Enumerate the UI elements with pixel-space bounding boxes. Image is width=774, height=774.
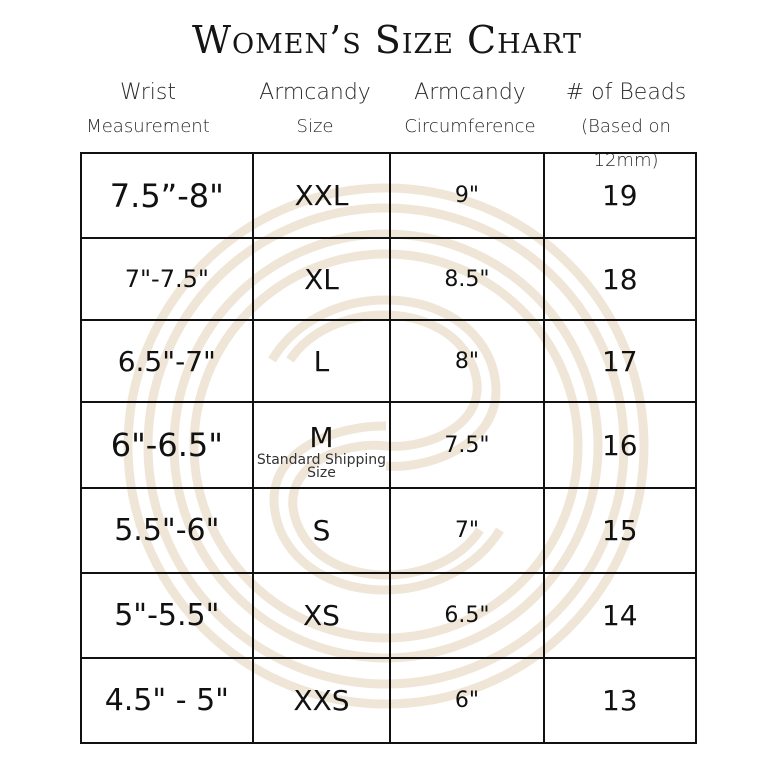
beads-cell: [544, 573, 696, 658]
size-value: S: [312, 514, 331, 547]
size-value: XXL: [294, 179, 349, 212]
beads-value: 18: [601, 262, 638, 296]
wrist-cell: [81, 658, 253, 743]
circumference-value: 7": [454, 518, 479, 543]
wrist-cell: [81, 153, 253, 238]
table-row: [81, 658, 696, 743]
size-value: L: [313, 344, 330, 378]
standard-shipping-note: Standard Shipping Size: [256, 451, 387, 481]
circumference-value: 7.5": [444, 432, 490, 458]
size-value: XS: [302, 599, 340, 632]
size-value: XL: [304, 262, 339, 296]
wrist-value: 5"-5.5": [114, 598, 220, 633]
beads-value: 16: [601, 428, 638, 462]
circumference-value: 6": [454, 688, 479, 713]
header-wrist-line2: Measurement: [86, 116, 210, 137]
circumference-cell: [390, 153, 543, 238]
wrist-value: 4.5" - 5": [104, 683, 229, 718]
size-cell: [253, 658, 391, 743]
beads-cell: [544, 320, 696, 402]
circumference-cell: [390, 573, 543, 658]
circumference-value: 6.5": [444, 603, 490, 628]
wrist-value: 6.5"-7": [117, 344, 216, 378]
wrist-cell: [81, 573, 253, 658]
circumference-value: 9": [454, 183, 479, 208]
table-row: [81, 320, 696, 402]
table-row: [81, 488, 696, 573]
wrist-cell: [81, 488, 253, 573]
circumference-value: 8.5": [444, 266, 490, 292]
header-size-line1: Armcandy: [259, 80, 371, 105]
header-wrist-line1: Wrist: [119, 80, 176, 105]
wrist-cell: [81, 402, 253, 488]
beads-value: 19: [601, 179, 638, 212]
size-table: [80, 152, 697, 744]
header-beads-line1: # of Beads: [565, 80, 687, 105]
wrist-value: 7.5”-8": [109, 176, 224, 215]
beads-cell: [544, 238, 696, 320]
wrist-value: 6"-6.5": [110, 426, 223, 464]
wrist-value: 5.5"-6": [114, 513, 220, 548]
size-table-body: [81, 153, 696, 743]
beads-value: 17: [601, 344, 638, 378]
table-row: [81, 238, 696, 320]
beads-cell: [544, 488, 696, 573]
beads-cell: [544, 402, 696, 488]
header-circumference-line2: Circumference: [404, 116, 536, 137]
table-row: [81, 402, 696, 488]
circumference-cell: [390, 402, 543, 488]
beads-cell: [544, 153, 696, 238]
wrist-cell: [81, 238, 253, 320]
beads-value: 13: [601, 684, 638, 717]
circumference-cell: [390, 488, 543, 573]
size-cell: [253, 238, 391, 320]
beads-cell: [544, 658, 696, 743]
wrist-value: 7"-7.5": [124, 265, 209, 293]
beads-value: 15: [601, 514, 638, 547]
size-cell: [253, 320, 391, 402]
table-row: [81, 573, 696, 658]
header-size-line2: Size: [296, 116, 334, 137]
circumference-cell: [390, 320, 543, 402]
size-cell: [253, 402, 391, 488]
page-title: Women’s Size Chart: [191, 18, 583, 62]
size-cell: [253, 153, 391, 238]
size-value: M: [309, 420, 334, 454]
beads-value: 14: [601, 599, 638, 632]
wrist-cell: [81, 320, 253, 402]
size-value: XXS: [293, 684, 350, 717]
header-beads-line2: (Based on 12mm): [581, 116, 671, 171]
header-circumference-line1: Armcandy: [414, 80, 526, 105]
size-cell: [253, 573, 391, 658]
circumference-cell: [390, 238, 543, 320]
table-row: [81, 153, 696, 238]
size-cell: [253, 488, 391, 573]
circumference-value: 8": [454, 348, 479, 374]
circumference-cell: [390, 658, 543, 743]
